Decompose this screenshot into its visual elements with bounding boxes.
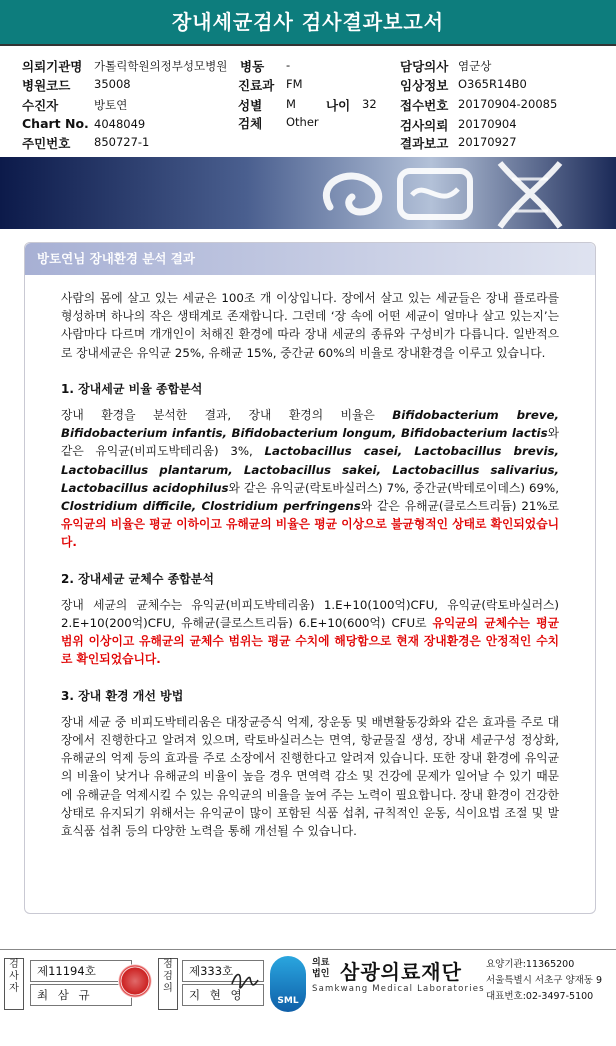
examiner-label: 검사자 <box>4 958 24 1010</box>
clinical-info-value: O365R14B0 <box>458 77 527 91</box>
section-1-paragraph <box>61 406 559 552</box>
sml-logo-icon: SML <box>270 956 306 1012</box>
dept-value: FM <box>286 77 303 91</box>
s1-conclusion: 유익균의 비율은 평균 이하이고 유해균의 비율은 평균 이상으로 불균형적인 상태로 확인되었습니다. <box>61 517 559 550</box>
chart-no-value: 4048049 <box>94 117 146 131</box>
institution-value: 가톨릭학원의정부성모병원 <box>94 59 228 73</box>
s1-species-bifido: Bifidobacterium breve, Bifidobacterium infantis, Bifidobacterium longum, Bifidobacterium lactis <box>61 408 560 441</box>
specimen-label: 검체 <box>238 116 263 131</box>
foundation-phone: 대표번호:02-3497-5100 <box>486 991 594 1002</box>
sex-value: M <box>286 97 296 111</box>
clinical-info-label: 임상정보 <box>400 78 449 93</box>
section-2-paragraph <box>61 596 559 669</box>
ward-value: - <box>286 58 291 72</box>
age-label: 나이 <box>326 98 351 113</box>
rrn-value: 850727-1 <box>94 135 150 149</box>
s1-text-a: 장내 환경을 분석한 결과, 장내 환경의 비율은 <box>61 408 393 423</box>
foundation-address: 서울특별시 서초구 양재동 9 <box>486 975 603 986</box>
gut-icons-graphic <box>0 157 616 229</box>
patient-label: 수진자 <box>22 98 59 113</box>
examiner-name: 최 삼 규 <box>30 984 132 1006</box>
decorative-banner <box>0 157 616 229</box>
hospital-code-label: 병원코드 <box>22 78 71 93</box>
section-3-paragraph: 장내 세균 중 비피도박테리움은 대장균증식 억제, 장운동 및 배변활동강화와 같은 효과를 주로 대장에서 진행한다고 알려져 있으며, 락토바실러스는 면역, 항균물질 생성, 장내 세균구성 정상화, 유해균의 억제 등의 효과를 주로 소장에서 진행한다고 알려져 있습니다. 또한 장내 환경에 유익균의 비율이 낮거나 유해균의 비율이 높을 경우 면역력 감소 및 건강에 문제가 일어날 수 있기 때문에 유해균을 억제시킬 수 있는 유익균의 비율을 높여 주는 노력이 필요합니다. 장내 환경이 건강한 상태로 유지되기 위해서는 유익균이 많이 포함된 식품 섭취, 규칙적인 운동, 식이요법 조절 및 발효식품 섭취 등의 다양한 노력을 통해 개선될 수 있습니다. <box>61 714 559 839</box>
institution-label: 의뢰기관명 <box>22 59 83 74</box>
specimen-value: Other <box>286 115 319 129</box>
panel-content <box>61 289 559 840</box>
s2-text: 장내 세균의 균체수는 유익균(비피도박테리움) 1.E+10(100억)CFU, 유익균(락토바실러스) 2.E+10(200억)CFU, 유해균(클로스트리듐) 6.E+10(600억) CFU로 <box>61 597 559 631</box>
chart-no-label: Chart No. <box>22 116 89 131</box>
examiner-seal-icon <box>118 964 152 998</box>
report-footer <box>0 949 616 1018</box>
examiner-number: 제11194호 <box>30 960 132 982</box>
s1-text-c: 와 같은 유익균(락토바실러스) 7%, 중간균(박테로이데스) 69%, <box>228 480 559 495</box>
ward-label: 병동 <box>240 59 265 74</box>
report-title: 장내세균검사 검사결과보고서 <box>0 0 616 44</box>
patient-info-block <box>0 44 616 152</box>
reviewer-name: 지 현 영 <box>182 984 264 1006</box>
foundation-name: 삼광의료재단 <box>340 960 462 984</box>
patient-value: 방토연 <box>94 98 128 112</box>
age-value: 32 <box>362 97 377 111</box>
request-date-label: 검사의뢰 <box>400 118 449 133</box>
s1-text-d: 와 같은 유해균(클로스트리듐) 21%로 <box>360 499 559 514</box>
reviewer-label: 점검의 <box>158 958 178 1010</box>
reviewer-number: 제333호 <box>182 960 264 982</box>
s1-species-lacto: Lactobacillus casei, Lactobacillus brevis, Lactobacillus plantarum, Lactobacillus sakei, Lactobacillus salivarius, Lactobacillus acidophilus <box>61 444 560 495</box>
s1-text-b: 와 같은 유익균(비피도박테리움) 3%, <box>61 426 559 459</box>
intro-paragraph: 사람의 몸에 살고 있는 세균은 100조 개 이상입니다. 장에서 살고 있는 세균들은 장내 플로라를 형성하며 하나의 작은 생태계로 존재합니다. 그런데 ‘장 속에 어떤 세균이 얼마나 살고 있는지’는 사람마다 다르며 개개인이 처해진 환경에 따라 장내 세균의 종류와 구성비가 다릅니다. 일반적으로 장내세균은 유익균 25%, 유해균 15%, 중간균 60%의 비율로 장내환경을 이루고 있습니다. <box>61 291 559 360</box>
doctor-value: 염군상 <box>458 59 492 73</box>
hospital-code-value: 35008 <box>94 77 131 91</box>
receipt-value: 20170904-20085 <box>458 97 558 111</box>
section-2-title: 2. 장내세균 균체수 종합분석 <box>61 571 214 586</box>
section-3-title: 3. 장내 환경 개선 방법 <box>61 688 184 703</box>
receipt-label: 접수번호 <box>400 98 449 113</box>
foundation-english-name: Samkwang Medical Laboratories <box>312 984 485 994</box>
reviewer-signature-icon <box>228 964 262 998</box>
s1-species-clostridium: Clostridium difficile, Clostridium perfringens <box>61 499 361 514</box>
dept-label: 진료과 <box>238 78 275 93</box>
panel-header: 방토연님 장내환경 분석 결과 <box>25 243 595 275</box>
analysis-panel <box>24 242 596 914</box>
agency-code: 요양기관:11365200 <box>486 959 575 970</box>
rrn-label: 주민번호 <box>22 136 71 151</box>
section-1-title: 1. 장내세균 비율 종합분석 <box>61 381 203 396</box>
s2-conclusion: 유익균의 균체수는 평균 범위 이상이고 유해균의 균체수 범위는 평균 수치에 해당함으로 현재 장내환경은 안정적인 수치로 확인되었습니다. <box>61 616 559 667</box>
report-date-value: 20170927 <box>458 135 517 149</box>
foundation-prefix: 의료법인 <box>312 958 330 979</box>
request-date-value: 20170904 <box>458 117 517 131</box>
sex-label: 성별 <box>238 98 263 113</box>
doctor-label: 담당의사 <box>400 59 449 74</box>
report-date-label: 결과보고 <box>400 136 449 151</box>
